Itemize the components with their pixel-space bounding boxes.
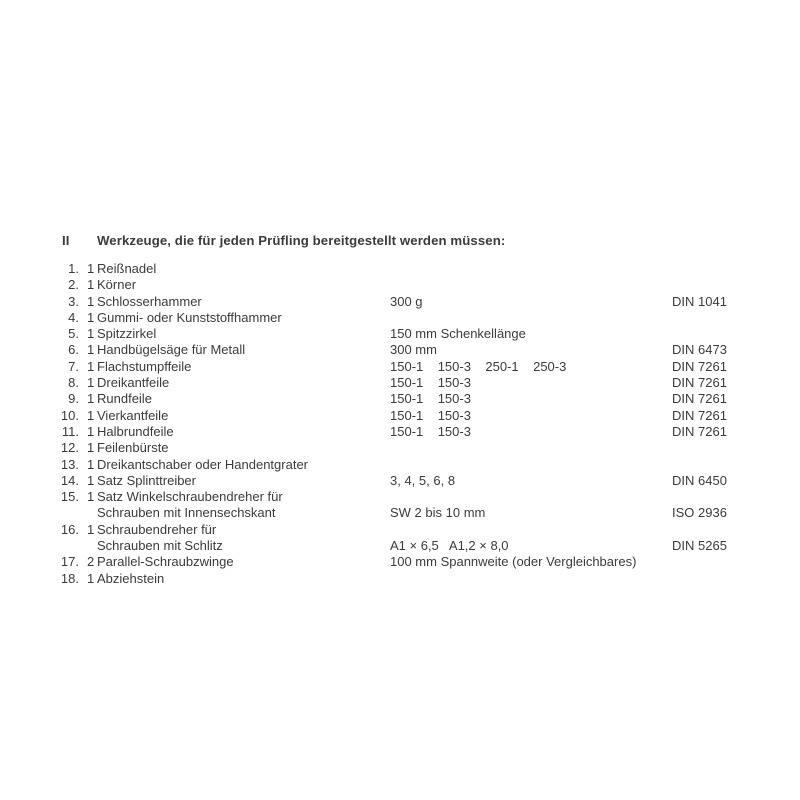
item-standard: DIN 7261 xyxy=(672,358,727,374)
item-standard: DIN 1041 xyxy=(672,293,727,309)
list-item xyxy=(54,326,794,342)
item-name: Gummi- oder Kunststoffhammer xyxy=(97,309,282,325)
item-spec: 300 g xyxy=(390,293,423,309)
item-number: 15. xyxy=(60,489,79,505)
item-name: Satz Splinttreiber xyxy=(97,472,196,488)
section-title: Werkzeuge, die für jeden Prüfling bereitgestellt werden müssen: xyxy=(97,233,506,248)
item-standard: DIN 7261 xyxy=(672,407,727,423)
item-spec: SW 2 bis 10 mm xyxy=(390,505,486,521)
item-spec xyxy=(390,489,672,505)
item-standard: DIN 6473 xyxy=(672,342,727,358)
item-spec xyxy=(390,440,672,456)
item-name: Spitzzirkel xyxy=(97,326,157,342)
item-name: Handbügelsäge für Metall xyxy=(97,342,246,358)
item-name: Schrauben mit Schlitz xyxy=(97,538,223,554)
item-number: 14. xyxy=(60,472,79,488)
item-number: 13. xyxy=(60,456,79,472)
item-standard xyxy=(672,261,794,277)
item-number: 9. xyxy=(68,391,79,407)
list-item xyxy=(54,277,794,293)
item-quantity: 1 xyxy=(87,375,95,391)
item-quantity xyxy=(79,538,97,554)
list-item xyxy=(54,473,794,489)
item-number: 5. xyxy=(68,326,79,342)
item-number: 8. xyxy=(68,375,79,391)
item-spec: 3, 4, 5, 6, 8 xyxy=(390,472,456,488)
list-item xyxy=(54,359,794,375)
item-standard xyxy=(672,326,794,342)
item-number: 12. xyxy=(60,440,79,456)
item-spec: 150-1 150-3 xyxy=(390,391,471,407)
item-number xyxy=(54,538,79,554)
item-standard xyxy=(672,277,794,293)
tool-list xyxy=(54,261,794,587)
list-item xyxy=(54,294,794,310)
item-standard xyxy=(672,457,794,473)
item-name: Halbrundfeile xyxy=(97,423,174,439)
item-name: Rundfeile xyxy=(97,391,152,407)
item-number: 16. xyxy=(60,521,79,537)
item-name: Reißnadel xyxy=(97,261,157,276)
item-number: 18. xyxy=(60,570,79,586)
item-name: Dreikantfeile xyxy=(97,375,170,391)
item-quantity xyxy=(79,505,97,521)
list-item xyxy=(54,522,794,538)
item-spec: 150 mm Schenkellänge xyxy=(390,326,526,342)
item-number: 7. xyxy=(68,358,79,374)
item-quantity: 1 xyxy=(87,423,95,439)
item-number: 2. xyxy=(68,277,79,293)
item-quantity: 1 xyxy=(87,472,95,488)
item-spec: 150-1 150-3 xyxy=(390,407,471,423)
item-number: 1. xyxy=(68,261,79,276)
item-quantity: 1 xyxy=(87,261,95,276)
item-spec: 100 mm Spannweite (oder Vergleichbares) xyxy=(390,554,637,570)
item-name: Vierkantfeile xyxy=(97,407,169,423)
item-standard xyxy=(672,440,794,456)
item-quantity: 1 xyxy=(87,570,95,586)
item-name: Abziehstein xyxy=(97,570,165,586)
item-name: Schlosserhammer xyxy=(97,293,202,309)
item-name: Feilenbürste xyxy=(97,440,169,456)
item-quantity: 1 xyxy=(87,391,95,407)
item-standard: ISO 2936 xyxy=(672,505,727,521)
item-quantity: 2 xyxy=(87,554,95,570)
item-spec xyxy=(390,310,672,326)
item-name: Parallel-Schraubzwinge xyxy=(97,554,234,570)
item-standard: DIN 5265 xyxy=(672,538,727,554)
item-standard xyxy=(672,489,794,505)
item-number: 11. xyxy=(61,423,79,439)
item-number xyxy=(54,505,79,521)
item-standard: DIN 7261 xyxy=(672,375,727,391)
list-item xyxy=(54,261,794,277)
item-standard: DIN 6450 xyxy=(672,472,727,488)
list-item xyxy=(54,391,794,407)
item-spec xyxy=(390,457,672,473)
item-name: Schrauben mit Innensechskant xyxy=(97,505,276,521)
section-heading xyxy=(54,233,505,249)
item-standard xyxy=(672,310,794,326)
item-name: Dreikantschaber oder Handentgrater xyxy=(97,456,309,472)
item-standard xyxy=(672,554,794,570)
list-item xyxy=(54,342,794,358)
list-item xyxy=(54,571,794,587)
list-item xyxy=(54,424,794,440)
list-item xyxy=(54,440,794,456)
item-quantity: 1 xyxy=(87,456,95,472)
item-quantity: 1 xyxy=(87,326,95,342)
item-name: Flachstumpffeile xyxy=(97,358,192,374)
list-item xyxy=(54,310,794,326)
item-standard: DIN 7261 xyxy=(672,423,727,439)
item-standard: DIN 7261 xyxy=(672,391,727,407)
list-item xyxy=(54,375,794,391)
list-item xyxy=(54,489,794,505)
item-quantity: 1 xyxy=(87,293,95,309)
section-label: II xyxy=(62,233,70,248)
list-item xyxy=(54,505,794,521)
item-name: Körner xyxy=(97,277,137,293)
item-number: 17. xyxy=(60,554,79,570)
item-number: 10. xyxy=(60,407,79,423)
item-spec: 150-1 150-3 250-1 250-3 xyxy=(390,358,567,374)
item-number: 3. xyxy=(68,293,79,309)
item-quantity: 1 xyxy=(87,358,95,374)
item-standard xyxy=(672,571,794,587)
item-number: 4. xyxy=(68,309,79,325)
item-quantity: 1 xyxy=(87,309,95,325)
item-name: Schraubendreher für xyxy=(97,521,217,537)
item-standard xyxy=(672,522,794,538)
item-quantity: 1 xyxy=(87,489,95,505)
item-spec: 150-1 150-3 xyxy=(390,423,471,439)
list-item xyxy=(54,538,794,554)
item-spec xyxy=(390,571,672,587)
item-name: Satz Winkelschraubendreher für xyxy=(97,489,283,505)
item-spec xyxy=(390,277,672,293)
item-spec: 300 mm xyxy=(390,342,437,358)
item-quantity: 1 xyxy=(87,407,95,423)
item-spec xyxy=(390,522,672,538)
item-quantity: 1 xyxy=(87,521,95,537)
item-spec: A1 × 6,5 A1,2 × 8,0 xyxy=(390,538,509,554)
item-number: 6. xyxy=(68,342,79,358)
list-item xyxy=(54,554,794,570)
list-item xyxy=(54,408,794,424)
item-quantity: 1 xyxy=(87,277,95,293)
item-quantity: 1 xyxy=(87,440,95,456)
item-quantity: 1 xyxy=(87,342,95,358)
item-spec: 150-1 150-3 xyxy=(390,375,471,391)
list-item xyxy=(54,457,794,473)
item-spec xyxy=(390,261,672,277)
